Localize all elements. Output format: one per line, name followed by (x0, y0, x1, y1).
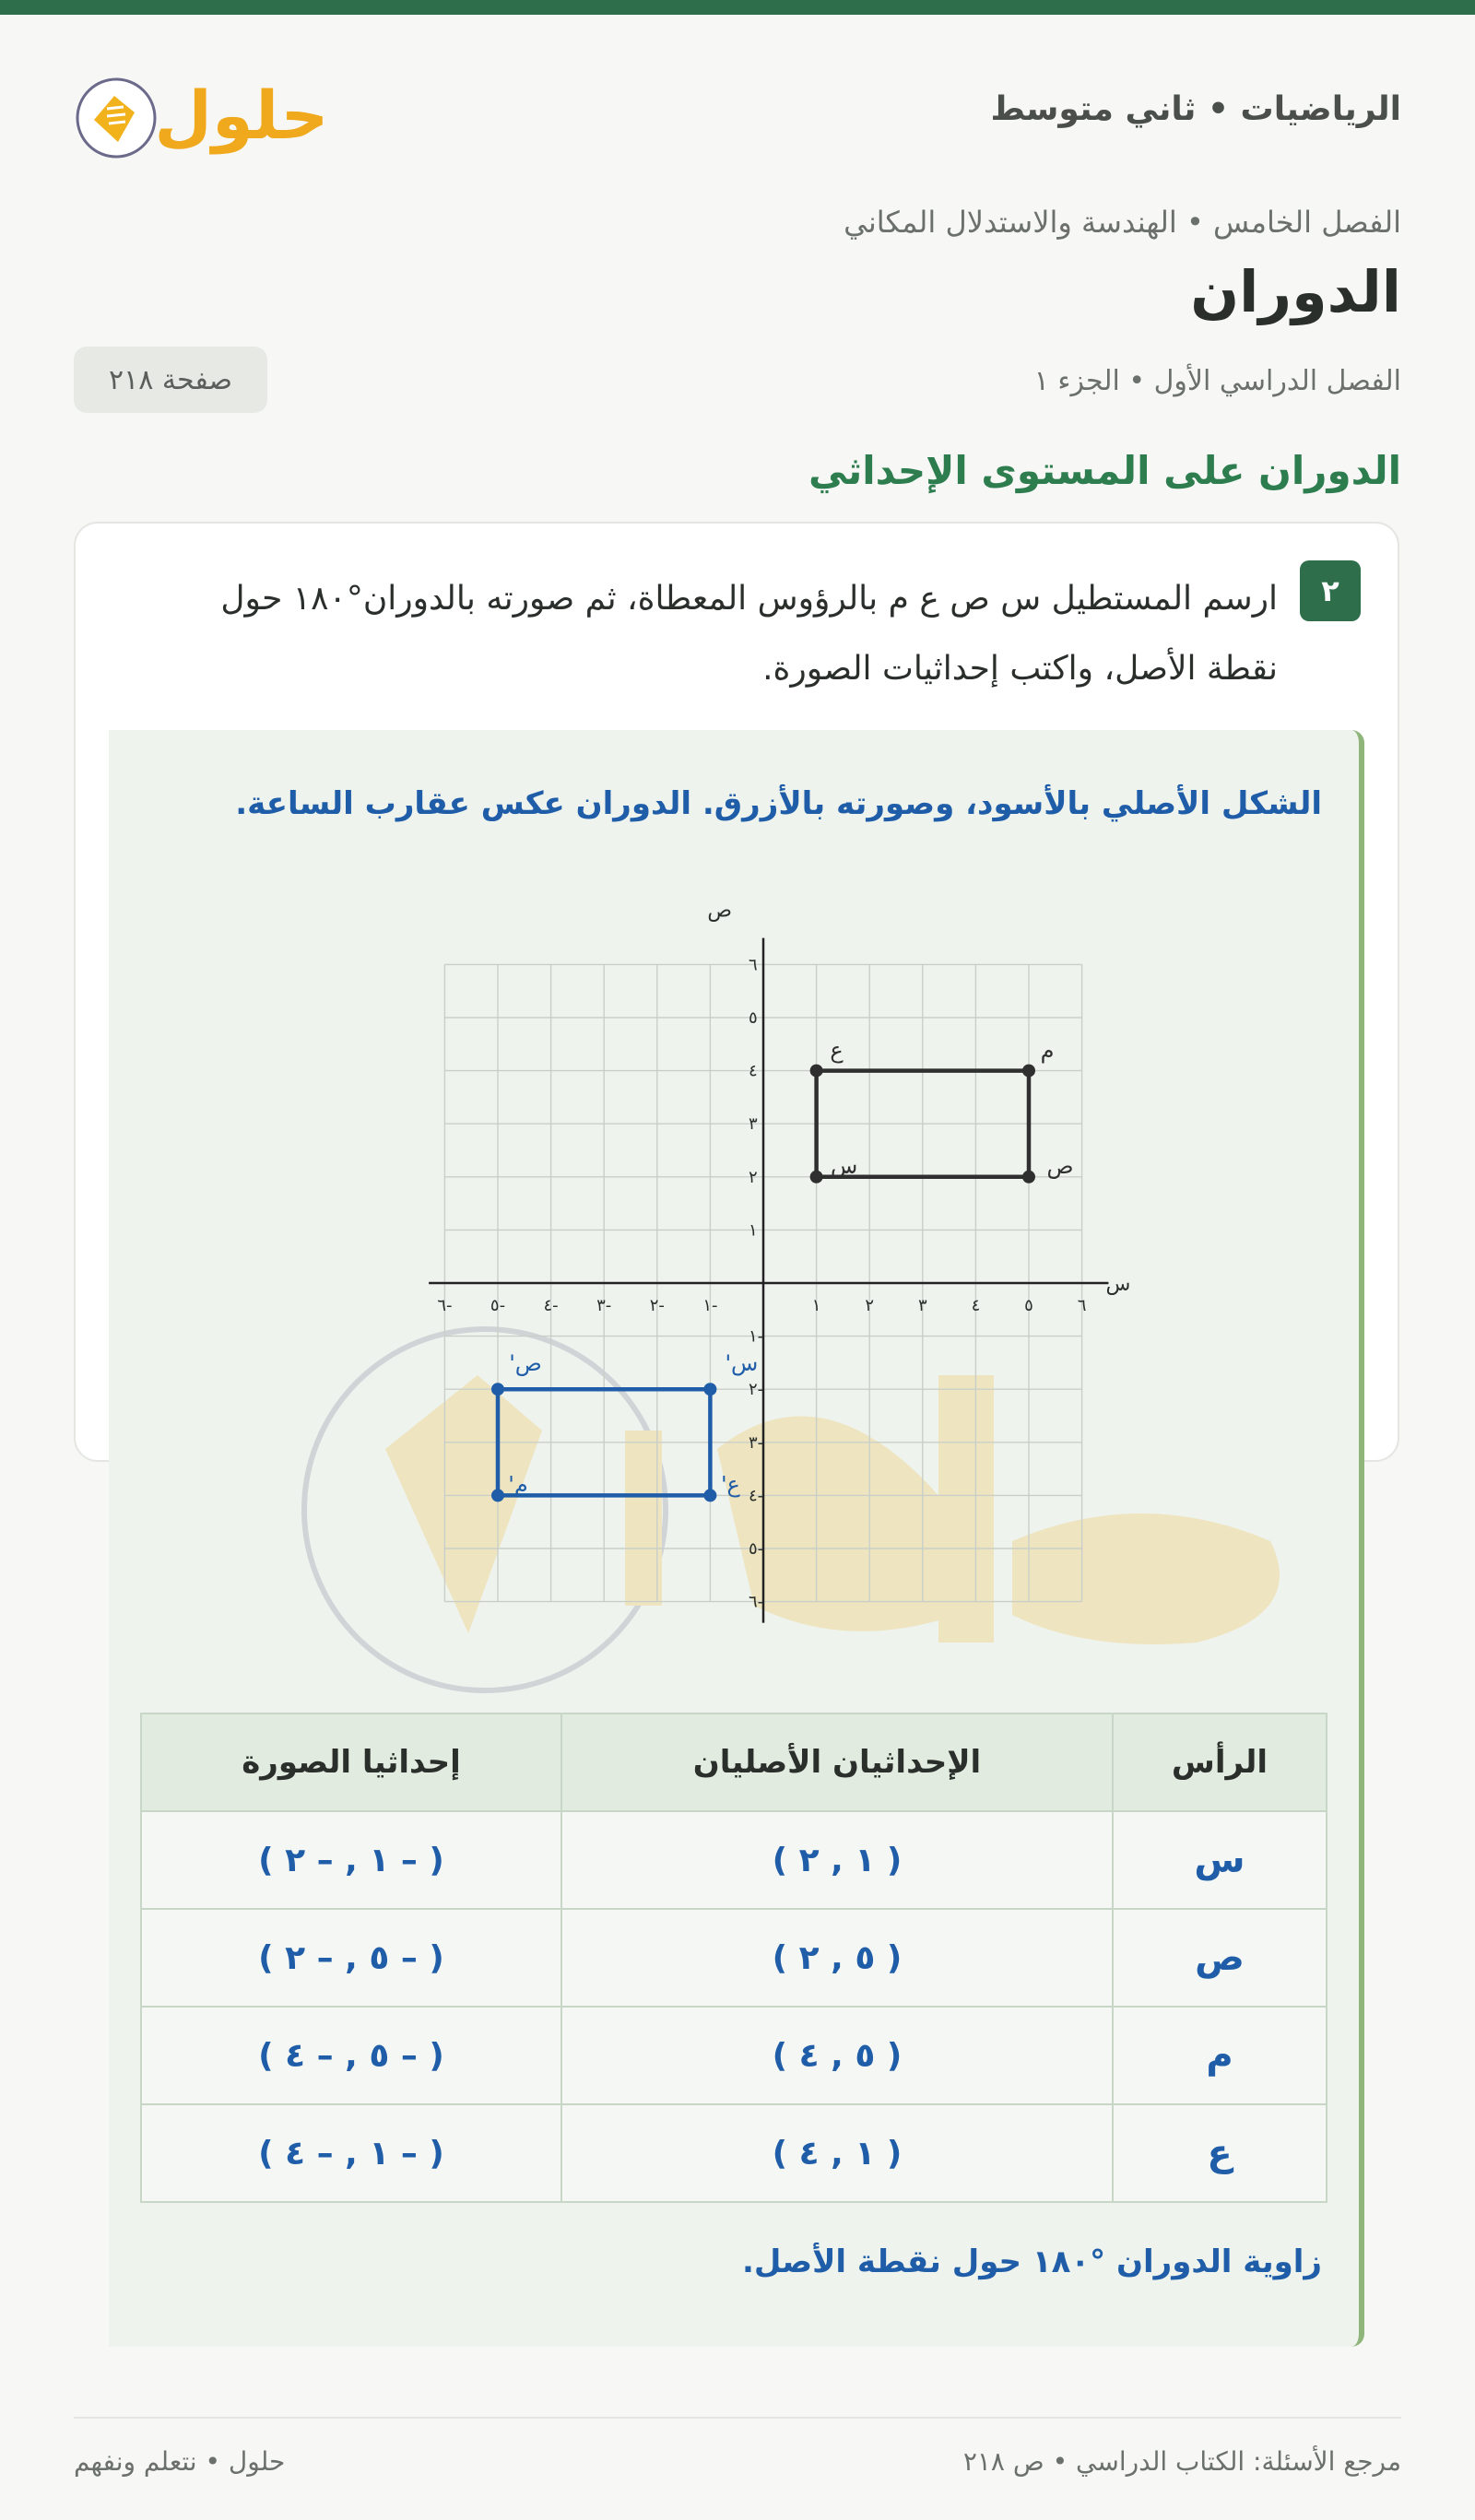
original-cell: ( ٥ , ٢ ) (561, 1909, 1113, 2007)
x-tick-label: -٣ (596, 1296, 612, 1315)
y-tick-label: ٦ (749, 955, 758, 975)
vertex-label: ع (830, 1037, 844, 1064)
vertex-point (810, 1171, 823, 1183)
image-cell: ( – ٥ , – ٤ ) (141, 2007, 561, 2104)
vertex-label: س' (725, 1350, 759, 1377)
x-tick-label: -٤ (543, 1296, 559, 1315)
y-tick-label: -١ (749, 1326, 764, 1347)
x-tick-label: -١ (702, 1296, 718, 1315)
original-cell: ( ١ , ٢ ) (561, 1811, 1113, 1909)
table-row (141, 2104, 1327, 2202)
chapter-label: الفصل الخامس • الهندسة والاستدلال المكاني (844, 205, 1401, 240)
vertex-label: ع' (720, 1471, 740, 1498)
header-original: الإحداثيان الأصليان (561, 1713, 1113, 1811)
vertex-point (491, 1383, 504, 1395)
vertex-point (1022, 1065, 1035, 1077)
brand-logo-icon (74, 72, 341, 160)
image-cell: ( – ٥ , – ٢ ) (141, 1909, 561, 2007)
footer-brand: حلول • نتعلم ونفهم (74, 2446, 286, 2477)
footer-divider (74, 2417, 1401, 2419)
answer-intro: الشكل الأصلي بالأسود، وصورته بالأزرق. الدوران عكس عقارب الساعة. (235, 785, 1322, 822)
top-accent-bar (0, 0, 1475, 15)
vertex-label: م (1040, 1037, 1055, 1064)
header-vertex: الرأس (1113, 1713, 1327, 1811)
svg-text:حلول: حلول (154, 77, 329, 154)
original-cell: ( ١ , ٤ ) (561, 2104, 1113, 2202)
vertex-cell: ص (1113, 1909, 1327, 2007)
section-title: الدوران على المستوى الإحداثي (808, 448, 1401, 493)
vertex-cell: م (1113, 2007, 1327, 2104)
vertex-label: ص' (509, 1350, 542, 1377)
vertex-point (810, 1065, 823, 1077)
x-tick-label: ١ (811, 1296, 821, 1315)
image-cell: ( – ١ , – ٤ ) (141, 2104, 561, 2202)
original-cell: ( ٥ , ٤ ) (561, 2007, 1113, 2104)
x-tick-label: ٤ (971, 1296, 981, 1315)
page-header (74, 72, 1401, 160)
x-tick-label: -٢ (649, 1296, 665, 1315)
question-number-badge: ٢ (1300, 560, 1361, 621)
y-tick-label: ٣ (749, 1114, 758, 1135)
y-tick-label: ٤ (749, 1061, 758, 1081)
graph-shapes (491, 1038, 1074, 1502)
y-tick-label: -٣ (749, 1432, 764, 1453)
coordinates-table (140, 1713, 1328, 2203)
semester-label: الفصل الدراسي الأول • الجزء ١ (1033, 365, 1401, 397)
x-tick-label: ٣ (917, 1296, 927, 1315)
vertex-cell: س (1113, 1811, 1327, 1909)
table-row (141, 1811, 1327, 1909)
header-image: إحداثيا الصورة (141, 1713, 561, 1811)
answer-panel (109, 730, 1364, 2347)
page-number-badge[interactable]: صفحة ٢١٨ (74, 347, 267, 413)
graph-axes (429, 938, 1108, 1623)
y-tick-label: -٤ (749, 1486, 764, 1506)
table-header-row (141, 1713, 1327, 1811)
vertex-point (1022, 1171, 1035, 1183)
y-axis-label: ص (707, 899, 732, 923)
x-axis-label: س (1105, 1273, 1131, 1296)
y-tick-label: ٢ (749, 1167, 758, 1187)
question-text: ارسم المستطيل س ص ع م بالرؤوس المعطاة، ثم صورته بالدوران°١٨٠ حول نقطة الأصل، واكتب إحداثيات الصورة. (220, 580, 1278, 688)
table-row (141, 2007, 1327, 2104)
vertex-label: س (830, 1152, 858, 1179)
footer-reference: مرجع الأسئلة: الكتاب الدراسي • ص ٢١٨ (962, 2446, 1401, 2477)
vertex-point (703, 1489, 716, 1501)
coordinate-plane (385, 877, 1178, 1633)
vertex-label: م' (508, 1471, 528, 1498)
vertex-point (703, 1383, 716, 1395)
y-tick-label: ٥ (749, 1008, 758, 1028)
y-tick-label: ١ (749, 1220, 758, 1241)
answer-conclusion: زاوية الدوران °١٨٠ حول نقطة الأصل. (741, 2243, 1322, 2280)
y-tick-label: -٥ (749, 1539, 764, 1559)
y-tick-label: -٦ (749, 1592, 764, 1612)
vertex-point (491, 1489, 504, 1501)
x-tick-label: ٢ (865, 1296, 875, 1315)
vertex-cell: ع (1113, 2104, 1327, 2202)
brand-logo[interactable] (74, 72, 341, 160)
x-tick-label: ٥ (1024, 1296, 1033, 1315)
table-row (141, 1909, 1327, 2007)
x-tick-label: ٦ (1077, 1296, 1087, 1315)
image-cell: ( – ١ , – ٢ ) (141, 1811, 561, 1909)
vertex-label: ص (1046, 1152, 1074, 1179)
lesson-title: الدوران (1190, 258, 1401, 325)
x-tick-label: -٥ (490, 1296, 506, 1315)
y-tick-label: -٢ (749, 1380, 764, 1400)
x-tick-label: -٦ (437, 1296, 453, 1315)
subject-label: الرياضيات • ثاني متوسط (990, 90, 1401, 128)
